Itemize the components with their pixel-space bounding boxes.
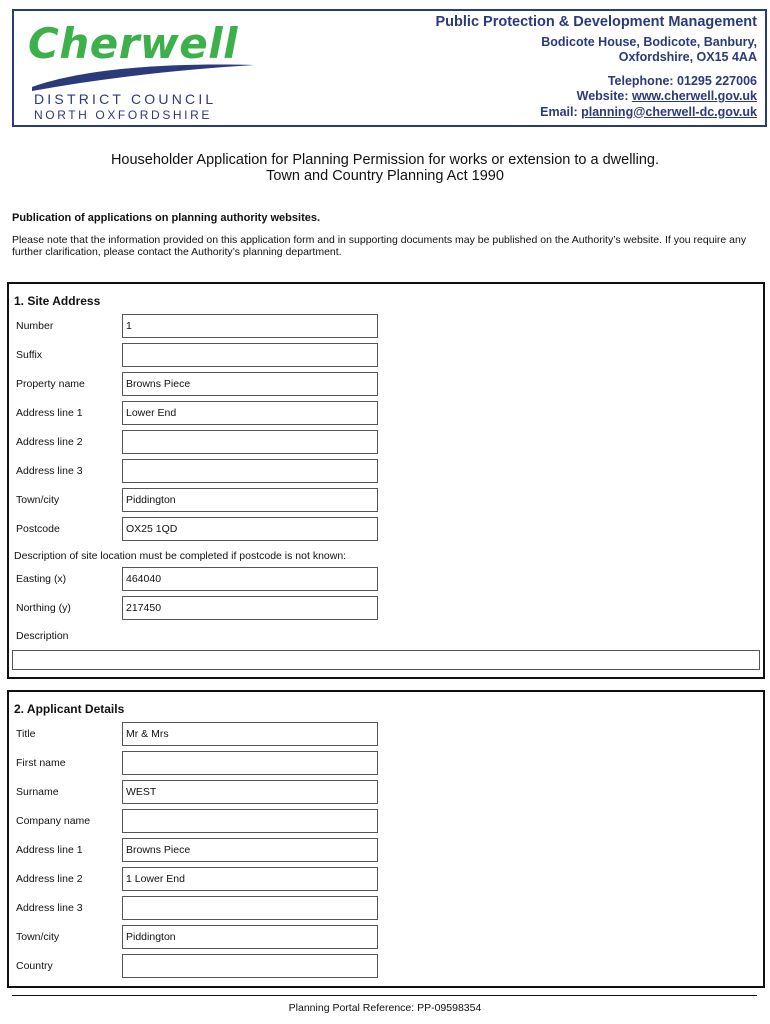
field-row <box>9 596 763 622</box>
applicant-address-line-2-field[interactable]: 1 Lower End <box>122 867 378 891</box>
field-row <box>9 517 763 543</box>
field-row <box>9 459 763 485</box>
easting-field[interactable]: 464040 <box>122 567 378 591</box>
field-label: Number <box>16 320 54 332</box>
field-label: Address line 1 <box>16 407 83 419</box>
number-field[interactable]: 1 <box>122 314 378 338</box>
field-label: Town/city <box>16 494 60 506</box>
description-label: Description <box>16 630 69 642</box>
field-label: Easting (x) <box>16 573 67 585</box>
publication-heading: Publication of applications on planning authority websites. <box>12 212 321 224</box>
field-label: Address line 1 <box>16 844 83 856</box>
suffix-field[interactable] <box>122 343 378 367</box>
field-label: First name <box>16 757 66 769</box>
council-name: DISTRICT COUNCIL <box>34 91 217 107</box>
address-line-1-field[interactable]: Lower End <box>122 401 378 425</box>
portal-reference: Planning Portal Reference: PP-09598354 <box>288 1002 482 1014</box>
email-label: Email: <box>540 104 582 119</box>
address-line-2: Oxfordshire, OX15 4AA <box>618 50 757 64</box>
field-row <box>9 343 763 369</box>
field-label: Country <box>16 960 53 972</box>
department-name: Public Protection & Development Management <box>435 14 757 30</box>
applicant-town-city-field[interactable]: Piddington <box>122 925 378 949</box>
field-row <box>9 401 763 427</box>
town-city-field[interactable]: Piddington <box>122 488 378 512</box>
address-line-2-field[interactable] <box>122 430 378 454</box>
company-name-field[interactable] <box>122 809 378 833</box>
field-label: Address line 2 <box>16 436 83 448</box>
logo-swoosh-icon <box>28 61 258 93</box>
surname-field[interactable]: WEST <box>122 780 378 804</box>
field-label: Postcode <box>16 523 60 535</box>
field-row <box>9 751 763 777</box>
section-title: 1. Site Address <box>14 294 101 308</box>
telephone: Telephone: 01295 227006 <box>607 73 757 88</box>
site-address-section <box>7 282 765 679</box>
field-row <box>9 809 763 835</box>
country-field[interactable] <box>122 954 378 978</box>
address-line-3-field[interactable] <box>122 459 378 483</box>
website-link[interactable]: www.cherwell.gov.uk <box>631 89 757 103</box>
title-field[interactable]: Mr & Mrs <box>122 722 378 746</box>
field-label: Town/city <box>16 931 60 943</box>
applicant-address-line-1-field[interactable]: Browns Piece <box>122 838 378 862</box>
cherwell-logo-text: Cherwell <box>28 19 239 68</box>
property-name-field[interactable]: Browns Piece <box>122 372 378 396</box>
form-title-line2: Town and Country Planning Act 1990 <box>266 168 504 184</box>
field-row <box>9 488 763 514</box>
field-label: Address line 3 <box>16 465 83 477</box>
contact-block <box>436 15 757 120</box>
field-label: Property name <box>16 378 85 390</box>
field-row <box>9 925 763 951</box>
field-row <box>9 372 763 398</box>
field-label: Northing (y) <box>16 602 71 614</box>
form-title-line1: Householder Application for Planning Permission for works or extension to a dwelling. <box>110 152 660 168</box>
field-row <box>9 867 763 893</box>
field-row <box>9 896 763 922</box>
header-banner <box>12 9 767 127</box>
field-row <box>9 838 763 864</box>
website-label: Website: <box>576 89 632 103</box>
field-row <box>9 954 763 980</box>
applicant-details-section <box>7 690 765 988</box>
section-title: 2. Applicant Details <box>14 702 125 716</box>
description-field[interactable] <box>12 650 760 670</box>
field-row <box>9 567 763 593</box>
field-label: Address line 3 <box>16 902 83 914</box>
first-name-field[interactable] <box>122 751 378 775</box>
footer-divider <box>12 995 757 996</box>
field-label: Company name <box>16 815 91 827</box>
postcode-field[interactable]: OX25 1QD <box>122 517 378 541</box>
field-label: Surname <box>16 786 59 798</box>
email-link[interactable]: planning@cherwell-dc.gov.uk <box>581 104 757 119</box>
field-row <box>9 780 763 806</box>
field-label: Suffix <box>16 349 43 361</box>
address-line-1: Bodicote House, Bodicote, Banbury, <box>541 34 757 49</box>
location-note: Description of site location must be completed if postcode is not known: <box>14 550 347 562</box>
field-row <box>9 314 763 340</box>
northing-field[interactable]: 217450 <box>122 596 378 620</box>
council-region: NORTH OXFORDSHIRE <box>34 108 212 122</box>
form-title <box>0 152 770 184</box>
applicant-address-line-3-field[interactable] <box>122 896 378 920</box>
publication-notice: Please note that the information provided on this application form and in supporting documents may be published on the Authority’s website. If you require any further clarification, please contact the Authority’s planning department. <box>12 234 747 258</box>
field-label: Title <box>16 728 36 740</box>
field-row <box>9 430 763 456</box>
field-row <box>9 722 763 748</box>
field-label: Address line 2 <box>16 873 83 885</box>
